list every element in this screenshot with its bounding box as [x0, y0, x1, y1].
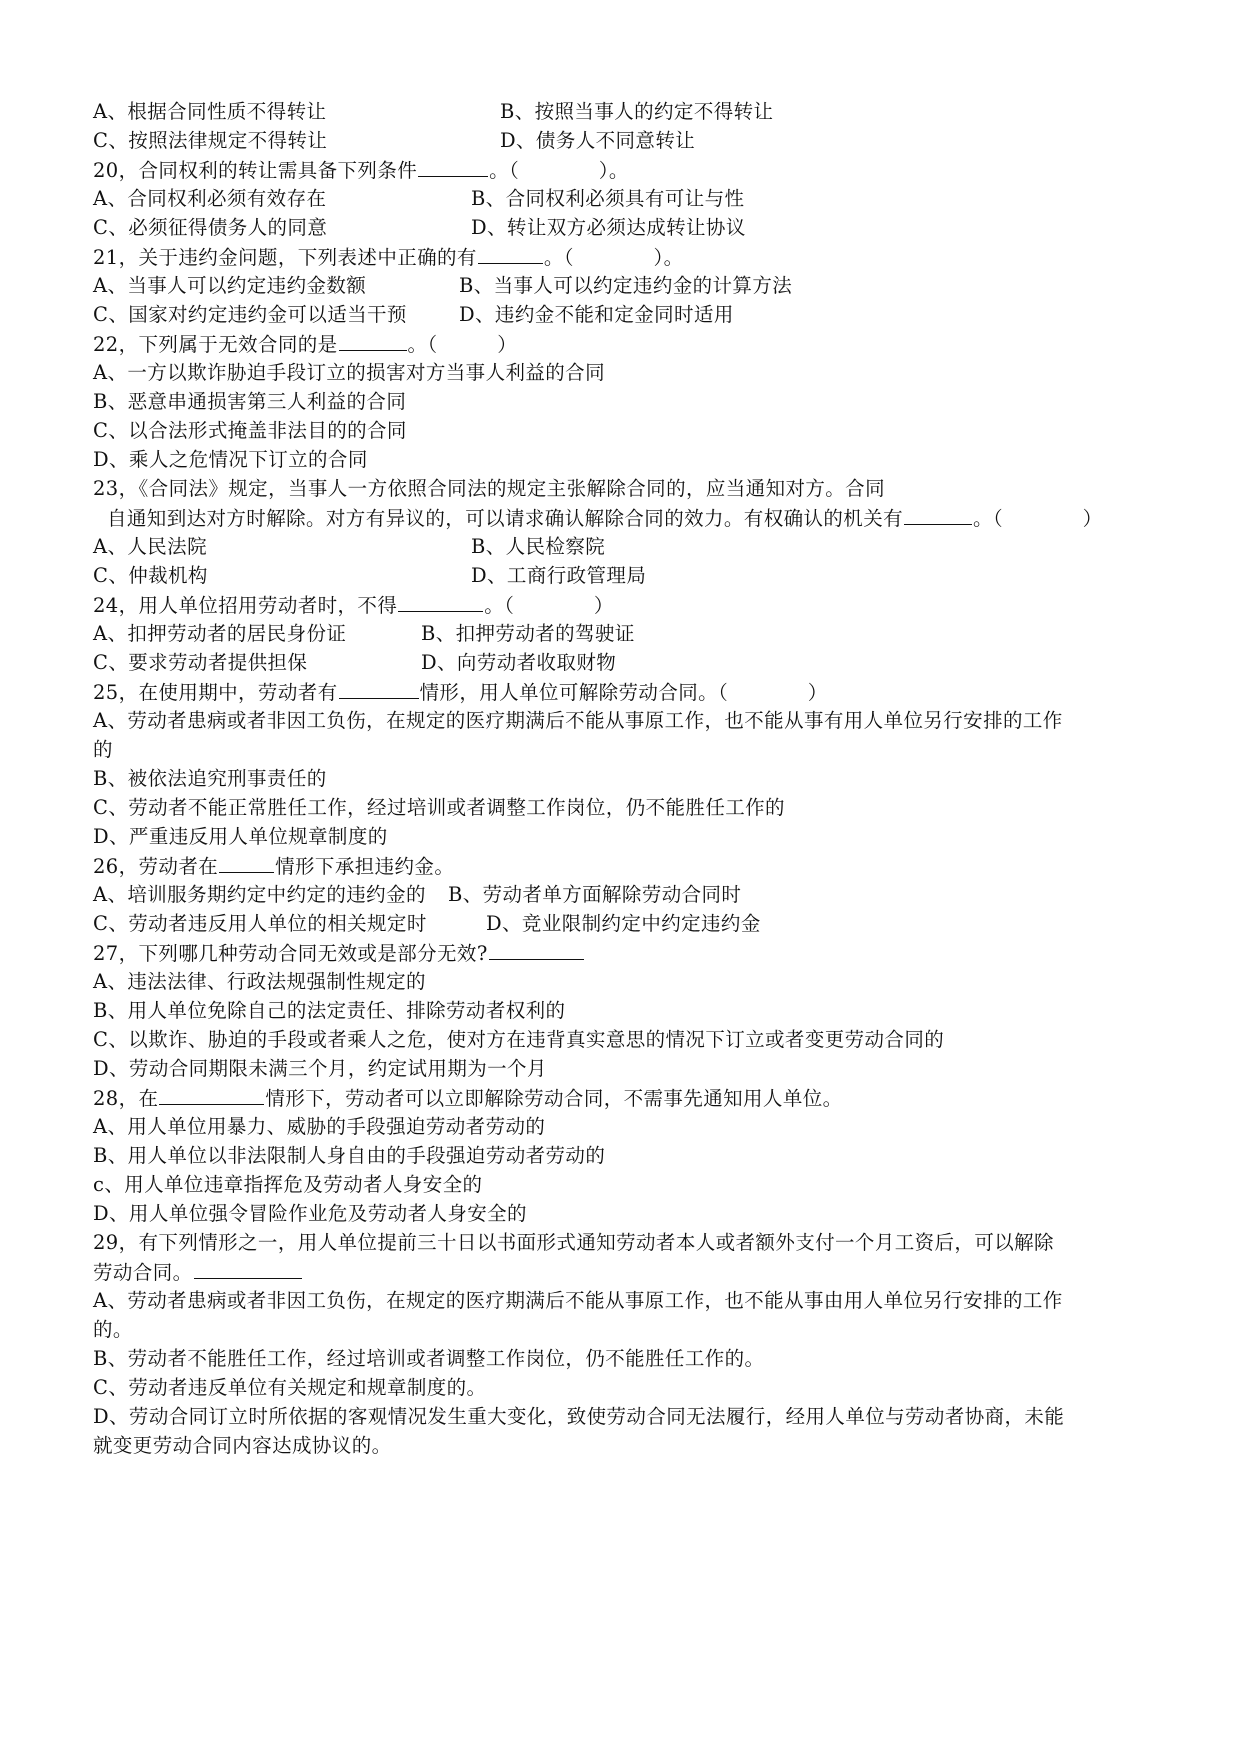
option-b: B、合同权利必须具有可让与性	[471, 187, 745, 210]
answer-blank	[219, 852, 274, 873]
option-d: D、向劳动者收取财物	[421, 651, 617, 674]
option-a: A、根据合同性质不得转让	[93, 100, 327, 123]
option-b: B、被依法追究刑事责任的	[93, 767, 327, 790]
question-23-line-1: 23，《合同法》规定，当事人一方依照合同法的规定主张解除合同的，应当通知对方。合同	[93, 477, 885, 500]
option-b: B、恶意串通损害第三人利益的合同	[93, 390, 407, 413]
question-29-line-1: 29，有下列情形之一，用人单位提前三十日以书面形式通知劳动者本人或者额外支付一个月工资后，可以解除	[93, 1231, 1054, 1254]
question-25: 25，在使用期中，劳动者有 情形，用人单位可解除劳动合同。（ ）	[93, 678, 828, 707]
option-a: A、劳动者患病或者非因工负伤，在规定的医疗期满后不能从事原工作，也不能从事由用人单位另行安排的工作	[93, 1289, 1063, 1312]
answer-blank	[478, 243, 543, 264]
answer-blank	[339, 678, 419, 699]
option-a: A、一方以欺诈胁迫手段订立的损害对方当事人利益的合同	[93, 361, 605, 384]
option-c: C、劳动者违反单位有关规定和规章制度的。	[93, 1376, 487, 1399]
option-b: B、人民检察院	[471, 535, 606, 558]
option-d: D、乘人之危情况下订立的合同	[93, 448, 368, 471]
option-c: C、要求劳动者提供担保	[93, 651, 308, 674]
option-c: C、必须征得债务人的同意	[93, 216, 328, 239]
option-a: A、劳动者患病或者非因工负伤，在规定的医疗期满后不能从事原工作，也不能从事有用人单位另行安排的工作	[93, 709, 1063, 732]
option-b: B、劳动者不能胜任工作，经过培训或者调整工作岗位，仍不能胜任工作的。	[93, 1347, 765, 1370]
option-b: B、用人单位以非法限制人身自由的手段强迫劳动者劳动的	[93, 1144, 606, 1167]
answer-blank	[339, 330, 407, 351]
answer-blank	[418, 156, 488, 177]
option-a: A、违法法律、行政法规强制性规定的	[93, 970, 426, 993]
option-d: D、劳动合同期限未满三个月，约定试用期为一个月	[93, 1057, 547, 1080]
question-26: 26，劳动者在 情形下承担违约金。	[93, 852, 454, 881]
answer-blank	[159, 1084, 264, 1105]
option-b: B、劳动者单方面解除劳动合同时	[448, 883, 742, 906]
option-b: B、当事人可以约定违约金的计算方法	[459, 274, 793, 297]
option-d: D、债务人不同意转让	[500, 129, 696, 152]
option-a: A、合同权利必须有效存在	[93, 187, 327, 210]
option-d: D、用人单位强令冒险作业危及劳动者人身安全的	[93, 1202, 527, 1225]
option-d: D、违约金不能和定金同时适用	[459, 303, 734, 326]
question-22: 22，下列属于无效合同的是 。（ ）	[93, 330, 517, 359]
option-a: A、人民法院	[93, 535, 207, 558]
option-d: D、工商行政管理局	[471, 564, 647, 587]
option-b: B、扣押劳动者的驾驶证	[421, 622, 635, 645]
option-c: C、以欺诈、胁迫的手段或者乘人之危，使对方在违背真实意思的情况下订立或者变更劳动合同的	[93, 1028, 945, 1051]
question-23-line-2: 自通知到达对方时解除。对方有异议的，可以请求确认解除合同的效力。有权确认的机关有 。（ ）	[107, 504, 1103, 533]
option-a-continued: 的。	[93, 1318, 133, 1341]
option-a: A、用人单位用暴力、威胁的手段强迫劳动者劳动的	[93, 1115, 546, 1138]
option-c: C、劳动者违反用人单位的相关规定时	[93, 912, 427, 935]
question-28: 28，在 情形下，劳动者可以立即解除劳动合同，不需事先通知用人单位。	[93, 1084, 843, 1113]
option-b: B、按照当事人的约定不得转让	[500, 100, 774, 123]
question-21: 21，关于违约金问题，下列表述中正确的有 。（ ）。	[93, 243, 684, 272]
answer-blank	[398, 591, 483, 612]
option-a: A、培训服务期约定中约定的违约金的	[93, 883, 426, 906]
option-a: A、扣押劳动者的居民身份证	[93, 622, 347, 645]
option-c: C、国家对约定违约金可以适当干预	[93, 303, 407, 326]
answer-blank	[194, 1258, 302, 1279]
option-a-continued: 的	[93, 738, 113, 761]
question-29-line-2: 劳动合同。	[93, 1258, 303, 1287]
question-20: 20，合同权利的转让需具备下列条件 。（ ）。	[93, 156, 629, 185]
option-b: B、用人单位免除自己的法定责任、排除劳动者权利的	[93, 999, 566, 1022]
option-c: C、以合法形式掩盖非法目的的合同	[93, 419, 407, 442]
option-d: D、劳动合同订立时所依据的客观情况发生重大变化，致使劳动合同无法履行，经用人单位与劳动者协商，未能	[93, 1405, 1065, 1428]
option-a: A、当事人可以约定违约金数额	[93, 274, 367, 297]
option-c: c、用人单位违章指挥危及劳动者人身安全的	[93, 1173, 483, 1196]
answer-blank	[489, 939, 584, 960]
answer-blank	[904, 504, 972, 525]
option-c: C、仲裁机构	[93, 564, 208, 587]
option-c: C、劳动者不能正常胜任工作，经过培训或者调整工作岗位，仍不能胜任工作的	[93, 796, 785, 819]
question-27: 27，下列哪几种劳动合同无效或是部分无效?	[93, 939, 585, 968]
option-d-continued: 就变更劳动合同内容达成协议的。	[93, 1434, 392, 1457]
option-d: D、竞业限制约定中约定违约金	[486, 912, 761, 935]
option-c: C、按照法律规定不得转让	[93, 129, 328, 152]
option-d: D、严重违反用人单位规章制度的	[93, 825, 388, 848]
question-24: 24，用人单位招用劳动者时，不得 。（ ）	[93, 591, 614, 620]
option-d: D、转让双方必须达成转让协议	[471, 216, 746, 239]
